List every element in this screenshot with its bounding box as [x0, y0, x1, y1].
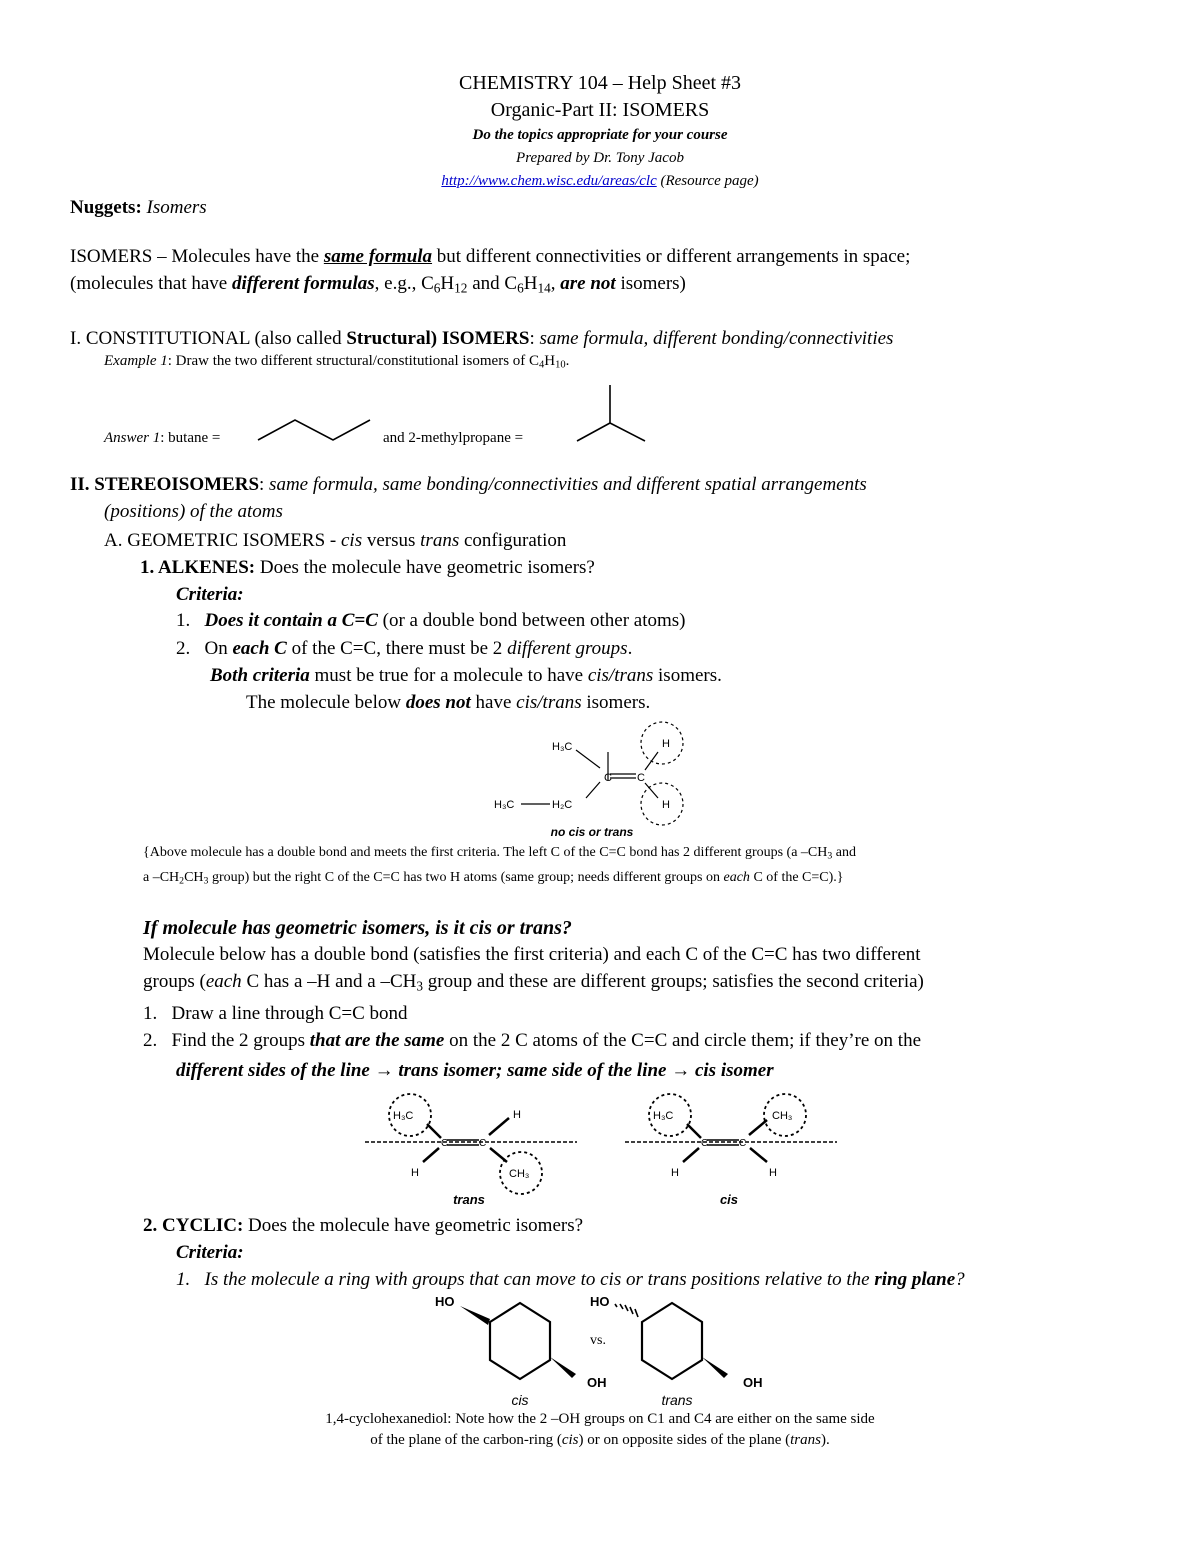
note-line-2: a $-CH_2CH_3$ group) but the right C of the C=C has two H atoms (same group; needs different groups on each C of the C=C).} [143, 870, 844, 887]
alkenes-criterion-1: 1. Does it contain a C=C (or a double bond between other atoms) [176, 610, 686, 631]
cis-h-right: H [769, 1167, 777, 1179]
constitutional-heading: I. CONSTITUTIONAL (also called Structural) ISOMERS: same formula, different bonding/connectivities [70, 328, 894, 349]
trans-h-left: H [411, 1167, 419, 1179]
cis-trans-para-2: groups (each C has a –H and a $-CH_3$ group and these are different groups; satisfies the second criteria) [143, 971, 924, 994]
m1-h-top: H [662, 738, 670, 750]
cyclic-trans-label: trans [661, 1392, 693, 1408]
trans-oh-label: OH [743, 1375, 763, 1390]
note-line-1: {Above molecule has a double bond and meets the first criteria. The left C of the C=C bond has 2 different groups (a $-CH_3$ and [143, 845, 856, 862]
trans-ch3-right: CH₃ [509, 1168, 530, 1180]
geometric-heading: A. GEOMETRIC ISOMERS - cis versus trans configuration [104, 530, 567, 551]
butane-skeletal-structure [255, 415, 375, 445]
vs-label: vs. [590, 1333, 606, 1348]
author-line: Prepared by Dr. Tony Jacob [516, 150, 684, 166]
cyclic-caption-2: of the plane of the carbon-ring (cis) or on opposite sides of the plane (trans). [370, 1432, 830, 1448]
cyclic-criterion-1: 1. Is the molecule a ring with groups that can move to cis or trans positions relative to the ring plane? [176, 1269, 965, 1290]
trans-ho-label: HO [590, 1294, 610, 1309]
cyclic-cis-label: cis [511, 1392, 529, 1408]
cis-trans-step-1: 1. Draw a line through C=C bond [143, 1003, 408, 1024]
nuggets-line: Nuggets: Isomers [70, 197, 207, 218]
cis-isomer-diagram [625, 1090, 840, 1210]
cis-c-right: C [739, 1138, 747, 1149]
trans-c-left: C [441, 1138, 449, 1149]
cis-trans-heading: If molecule has geometric isomers, is it cis or trans? [143, 917, 572, 939]
trans-isomer-diagram [365, 1090, 580, 1210]
cis-trans-step-2: 2. Find the 2 groups that are the same on the 2 C atoms of the C=C and circle them; if they’re on the [143, 1030, 921, 1051]
trans-label: trans [453, 1192, 485, 1207]
molecule-below-line: The molecule below does not have cis/trans isomers. [246, 692, 651, 713]
m1-c-left: C [604, 772, 612, 784]
both-criteria-line: Both criteria must be true for a molecule to have cis/trans isomers. [210, 665, 722, 686]
isomers-definition-line1: ISOMERS – Molecules have the same formula but different connectivities or different arrangements in space; [70, 246, 911, 267]
cis-h-left: H [671, 1167, 679, 1179]
cis-oh-label: OH [587, 1375, 607, 1390]
trans-c-right: C [479, 1138, 487, 1149]
trans-h-right: H [513, 1109, 521, 1121]
m1-ethyl-ch3: H₃C [494, 799, 515, 811]
cis-ho-label: HO [435, 1294, 455, 1309]
trans-ch3-left: H₃C [393, 1110, 414, 1122]
cis-ch3-right: CH₃ [772, 1110, 793, 1122]
cis-trans-rule: different sides of the line → trans isomer; same side of the line → cis isomer [176, 1060, 774, 1081]
page-subtitle: Organic-Part II: ISOMERS [490, 99, 710, 121]
no-cis-trans-label: no cis or trans [550, 825, 634, 839]
stereoisomers-heading: II. STEREOISOMERS: same formula, same bonding/connectivities and different spatial arrangements [70, 474, 867, 495]
stereoisomers-desc2: (positions) of the atoms [104, 501, 283, 522]
example-1: Example 1: Draw the two different structural/constitutional isomers of $C_4H_{10}$. [104, 353, 570, 371]
m1-ch3-label: H₃C [552, 741, 573, 753]
butene-no-cis-trans-diagram [480, 718, 720, 848]
cyclic-heading: 2. CYCLIC: Does the molecule have geometric isomers? [143, 1215, 584, 1236]
m1-c-right: C [637, 772, 645, 784]
cis-label: cis [719, 1192, 739, 1207]
alkenes-criterion-2: 2. On each C of the C=C, there must be 2 different groups. [176, 638, 633, 659]
methylpropane-skeletal-structure [575, 385, 650, 445]
alkenes-heading: 1. ALKENES: Does the molecule have geometric isomers? [140, 557, 595, 578]
resource-link[interactable]: http://www.chem.wisc.edu/areas/clc [441, 173, 657, 189]
cyclic-criteria-label: Criteria: [176, 1242, 244, 1263]
cis-ch3-left: H₃C [653, 1110, 674, 1122]
cis-trans-para-1: Molecule below has a double bond (satisfies the first criteria) and each C of the C=C has two different [143, 944, 921, 965]
isomers-definition-line2: (molecules that have different formulas, e.g., $C_6H_{12}$ and $C_6H_{14}$, are not isomers) [70, 273, 686, 296]
page-title: CHEMISTRY 104 – Help Sheet #3 [458, 72, 742, 94]
answer-1-butane: Answer 1: butane = [104, 430, 221, 446]
cis-c-left: C [701, 1138, 709, 1149]
alkenes-criteria-label: Criteria: [176, 584, 244, 605]
resource-line: http://www.chem.wisc.edu/areas/clc (Resource page) [441, 173, 759, 189]
cyclic-caption-1: 1,4-cyclohexanediol: Note how the 2 –OH groups on C1 and C4 are either on the same side [325, 1411, 875, 1427]
course-note: Do the topics appropriate for your course [472, 127, 728, 143]
m1-h-bottom: H [662, 799, 670, 811]
m1-ethyl-ch2: H₂C [552, 799, 573, 811]
trans-cyclohexanediol-diagram [585, 1290, 775, 1415]
answer-1-methylpropane: and 2-methylpropane = [383, 430, 524, 446]
